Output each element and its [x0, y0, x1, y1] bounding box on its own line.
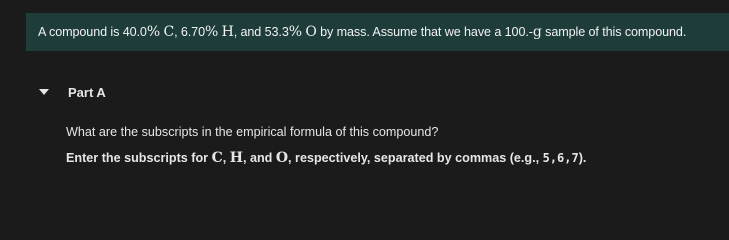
problem-statement [26, 13, 729, 51]
answer-instruction: Enter the subscripts for C, H, and O, respectively, separated by commas (e.g., 5,6,7). [66, 150, 587, 166]
problem-text: A compound is 40.0% C, 6.70% H, and 53.3% O by mass. Assume that we have a 100.-g sample of this compound. [38, 24, 687, 40]
symbol-oxygen: O [305, 24, 317, 40]
caret-down-icon[interactable] [39, 89, 49, 95]
symbol-hydrogen: H [229, 150, 243, 166]
part-a-toggle[interactable] [26, 76, 729, 108]
symbol-carbon: C [163, 24, 175, 40]
symbol-oxygen: O [275, 150, 289, 166]
symbol-hydrogen: H [221, 24, 234, 40]
question-text: What are the subscripts in the empirical formula of this compound? [66, 125, 439, 139]
symbol-carbon: C [211, 150, 223, 166]
example-answer: 5,6,7 [542, 151, 579, 165]
part-title: Part A [68, 84, 106, 100]
unit-grams: g [532, 24, 542, 40]
